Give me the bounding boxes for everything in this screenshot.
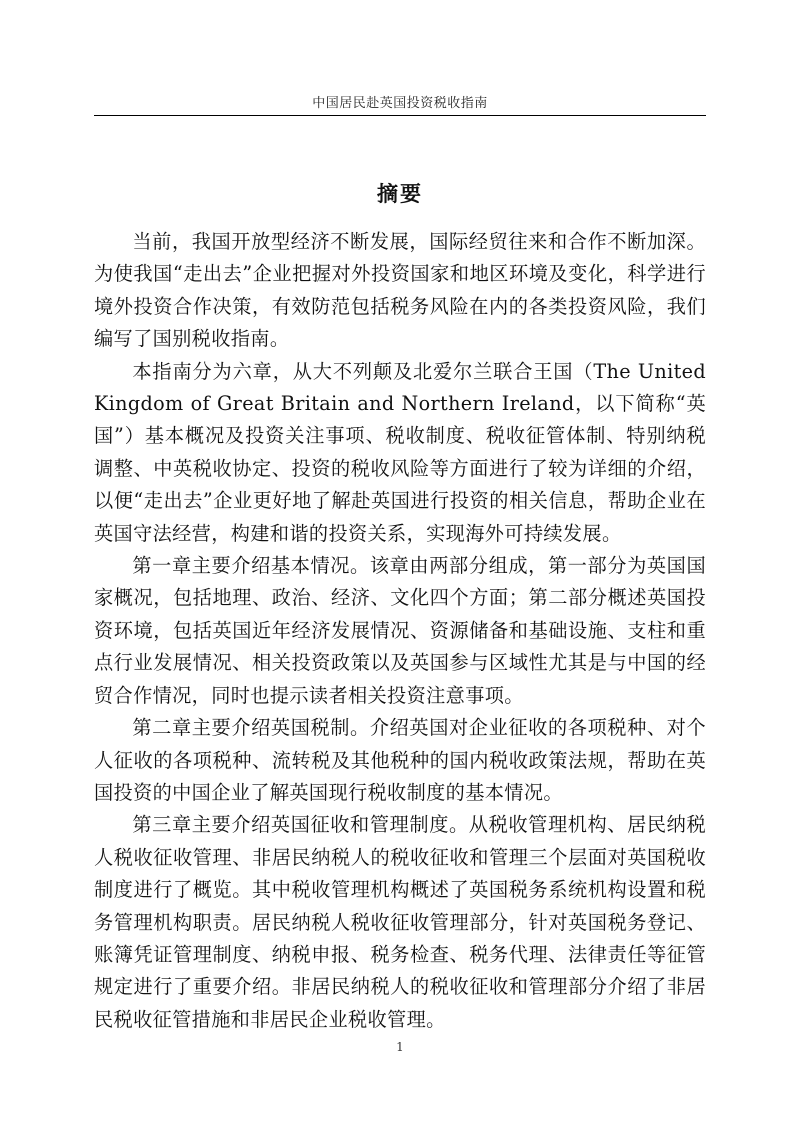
abstract-body [94, 226, 706, 1036]
running-header: 中国居民赴英国投资税收指南 [312, 96, 488, 111]
paragraph: 本指南分为六章，从大不列颠及北爱尔兰联合王国（The United Kingdom of Great Britain and Northern Ireland，以下简称“英国”）基本概况及投资关注事项、税收制度、税收征管体制、特别纳税调整、中英税收协定、投资的税收风险等方面进行了较为详细的介绍，以便“走出去”企业更好地了解赴英国进行投资的相关信息，帮助企业在英国守法经营，构建和谐的投资关系，实现海外可持续发展。 [94, 359, 706, 545]
section-title: 摘要 [377, 181, 423, 206]
paragraph: 第二章主要介绍英国税制。介绍英国对企业征收的各项税种、对个人征收的各项税种、流转税及其他税种的国内税收政策法规，帮助在英国投资的中国企业了解英国现行税收制度的基本情况。 [94, 716, 706, 804]
page-number: 1 [396, 1040, 404, 1054]
paragraph: 当前，我国开放型经济不断发展，国际经贸往来和合作不断加深。为使我国“走出去”企业把握对外投资国家和地区环境及变化，科学进行境外投资合作决策，有效防范包括税务风险在内的各类投资风险，我们编写了国别税收指南。 [94, 230, 706, 351]
paragraph: 第三章主要介绍英国征收和管理制度。从税收管理机构、居民纳税人税收征收管理、非居民纳税人的税收征收和管理三个层面对英国税收制度进行了概览。其中税收管理机构概述了英国税务系统机构设置和税务管理机构职责。居民纳税人税收征收管理部分，针对英国税务登记、账簿凭证管理制度、纳税申报、税务检查、税务代理、法律责任等征管规定进行了重要介绍。非居民纳税人的税收征收和管理部分介绍了非居民税收征管措施和非居民企业税收管理。 [94, 813, 706, 1031]
header-divider [94, 115, 706, 116]
paragraph: 第一章主要介绍基本情况。该章由两部分组成，第一部分为英国国家概况，包括地理、政治、经济、文化四个方面；第二部分概述英国投资环境，包括英国近年经济发展情况、资源储备和基础设施、支柱和重点行业发展情况、相关投资政策以及英国参与区域性尤其是与中国的经贸合作情况，同时也提示读者相关投资注意事项。 [94, 554, 706, 707]
